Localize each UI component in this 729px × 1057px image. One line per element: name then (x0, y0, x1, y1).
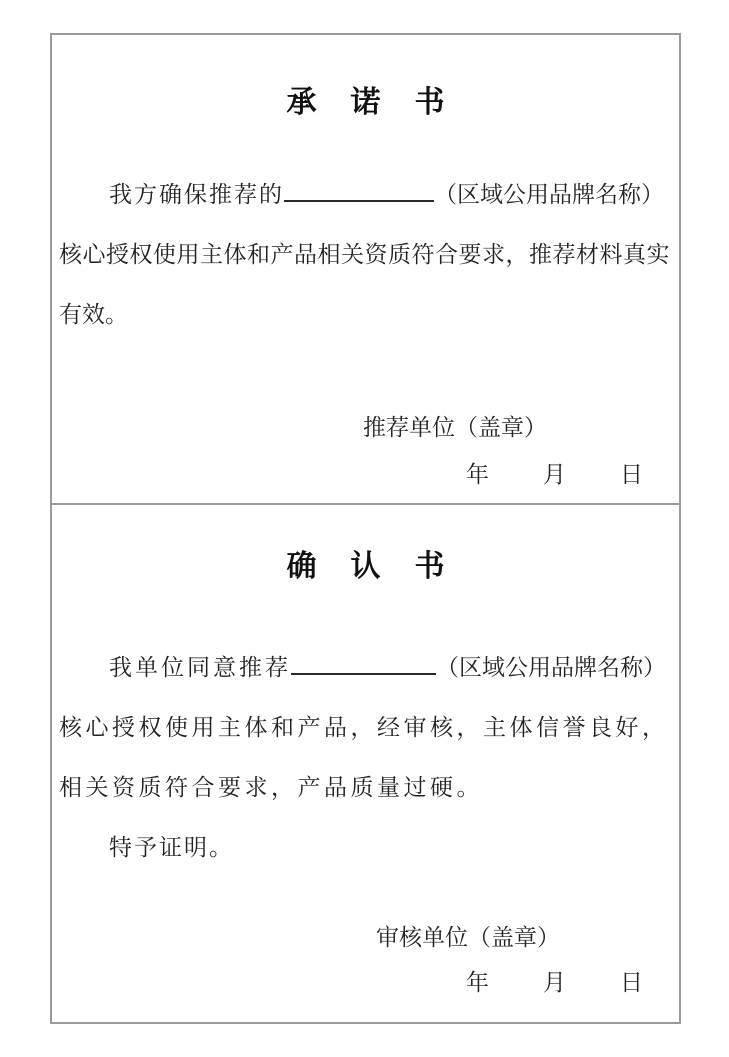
commitment-line-1 (59, 165, 669, 225)
confirmation-line-4: 特予证明。 (109, 835, 234, 860)
confirmation-date-day: 日 (620, 970, 643, 995)
commitment-line-2: 核心授权使用主体和产品相关资质符合要求，推荐材料真实 (59, 242, 670, 267)
confirmation-line-1 (59, 638, 669, 698)
commitment-line-3: 有效。 (59, 302, 128, 327)
commitment-brand-name-blank (284, 196, 434, 202)
commitment-title: 承诺书 (286, 86, 479, 119)
commitment-section (52, 35, 679, 503)
confirmation-date-month: 月 (543, 970, 566, 995)
confirmation-paragraph (52, 638, 679, 878)
confirmation-line1-prefix: 我单位同意推荐 (109, 655, 291, 680)
commitment-paragraph (52, 165, 679, 345)
confirmation-section (52, 505, 679, 1022)
commitment-signer-label: 推荐单位（盖章） (363, 415, 547, 440)
confirmation-date-year: 年 (466, 970, 489, 995)
commitment-date-month: 月 (543, 462, 566, 487)
commitment-date-line (52, 460, 679, 490)
confirmation-title: 确认书 (286, 550, 479, 583)
commitment-line1-suffix: （区域公用品牌名称） (434, 182, 664, 207)
confirmation-brand-name-blank (291, 669, 436, 675)
confirmation-line-3: 相关资质符合要求，产品质量过硬。 (59, 775, 483, 800)
confirmation-line1-suffix: （区域公用品牌名称） (436, 655, 666, 680)
confirmation-signer-label: 审核单位（盖章） (376, 925, 560, 950)
commitment-date-day: 日 (620, 462, 643, 487)
commitment-line1-prefix: 我方确保推荐的 (109, 182, 284, 207)
confirmation-line-2: 核心授权使用主体和产品，经审核，主体信誉良好， (59, 715, 669, 740)
confirmation-date-line (52, 968, 679, 998)
document-border-box (50, 33, 681, 1024)
commitment-date-year: 年 (466, 462, 489, 487)
